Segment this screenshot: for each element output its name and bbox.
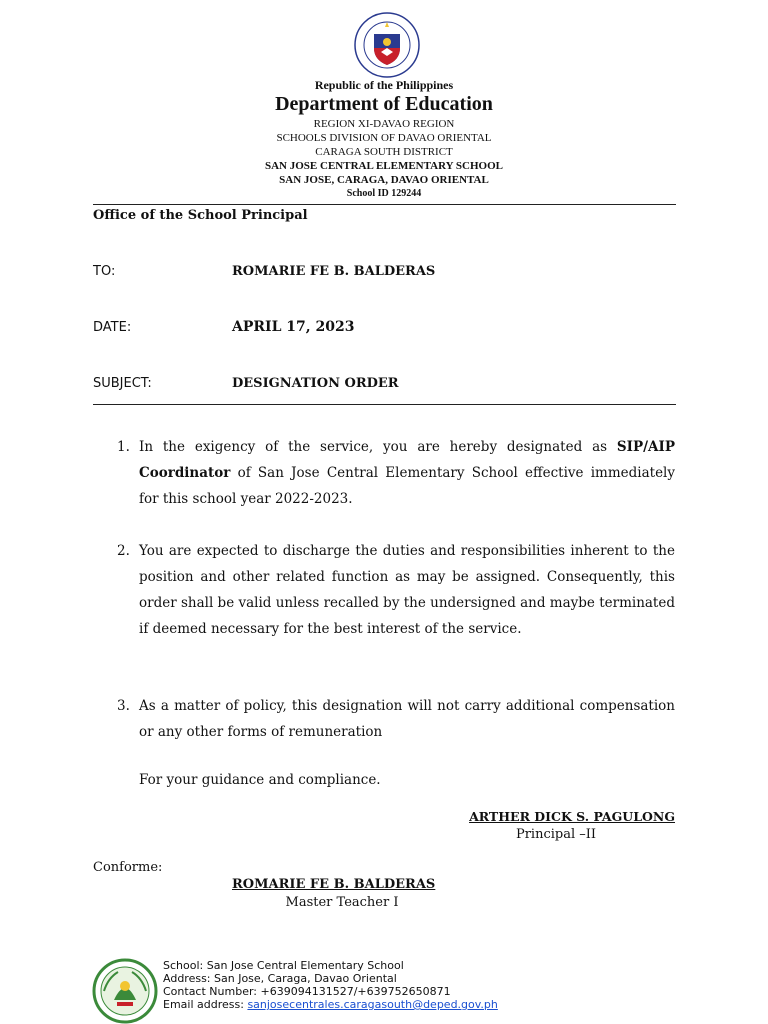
department-title: Department of Education: [275, 93, 493, 115]
division-line: SCHOOLS DIVISION OF DAVAO ORIENTAL: [276, 132, 492, 144]
subject-label: SUBJECT:: [93, 376, 152, 391]
school-logo-icon: [92, 958, 158, 1024]
to-value: ROMARIE FE B. BALDERAS: [232, 264, 436, 279]
subject-value: DESIGNATION ORDER: [232, 376, 399, 391]
date-label: DATE:: [93, 320, 132, 335]
footer-email-label: Email address:: [163, 998, 248, 1011]
conforme-label: Conforme:: [93, 860, 163, 875]
republic-line: Republic of the Philippines: [314, 78, 454, 92]
item-2-text: You are expected to discharge the duties and responsibilities inherent to the position and other related function as may be assigned. Consequently, this order shall be valid unless recalled by the undersigned and maybe terminated if deemed necessary for the best interest of the service.: [139, 543, 675, 637]
footer-contact: Contact Number: +639094131527/+639752650871: [163, 985, 451, 998]
guidance-line: For your guidance and compliance.: [139, 772, 381, 788]
date-value: APRIL 17, 2023: [232, 319, 355, 335]
footer-email: [163, 998, 498, 1011]
region-line: REGION XI-DAVAO REGION: [313, 118, 455, 130]
district-line: CARAGA SOUTH DISTRICT: [315, 146, 453, 158]
item-3-text: As a matter of policy, this designation will not carry additional compensation or any other forms of remuneration: [139, 698, 675, 740]
deped-seal-icon: [354, 12, 420, 78]
item-1-bold: SIP/AIP Coordinator: [139, 439, 675, 481]
item-1-pre: In the exigency of the service, you are hereby designated as: [139, 439, 617, 455]
footer-school: School: San Jose Central Elementary School: [163, 959, 404, 972]
office-line: Office of the School Principal: [93, 208, 308, 223]
signatory-title: Principal –II: [515, 827, 597, 842]
address-line: SAN JOSE, CARAGA, DAVAO ORIENTAL: [279, 174, 489, 186]
conforme-name: ROMARIE FE B. BALDERAS: [232, 877, 436, 892]
footer-address: Address: San Jose, Caraga, Davao Oriental: [163, 972, 397, 985]
school-id-line: School ID 129244: [346, 188, 422, 199]
conforme-title: Master Teacher I: [285, 895, 399, 910]
footer-email-link[interactable]: sanjosecentrales.caragasouth@deped.gov.ph: [247, 998, 498, 1011]
to-label: TO:: [93, 264, 116, 279]
signatory-name: ARTHER DICK S. PAGULONG: [469, 809, 675, 824]
item-2-number: 2.: [117, 543, 130, 559]
subject-rule: [93, 404, 676, 405]
school-line: SAN JOSE CENTRAL ELEMENTARY SCHOOL: [265, 160, 503, 172]
item-1-post: of San Jose Central Elementary School effective immediately for this school year 2022-2023.: [139, 465, 675, 507]
header-rule: [93, 204, 676, 205]
item-1-number: 1.: [117, 439, 130, 455]
item-3-number: 3.: [117, 698, 130, 714]
item-1-text: [139, 434, 675, 512]
